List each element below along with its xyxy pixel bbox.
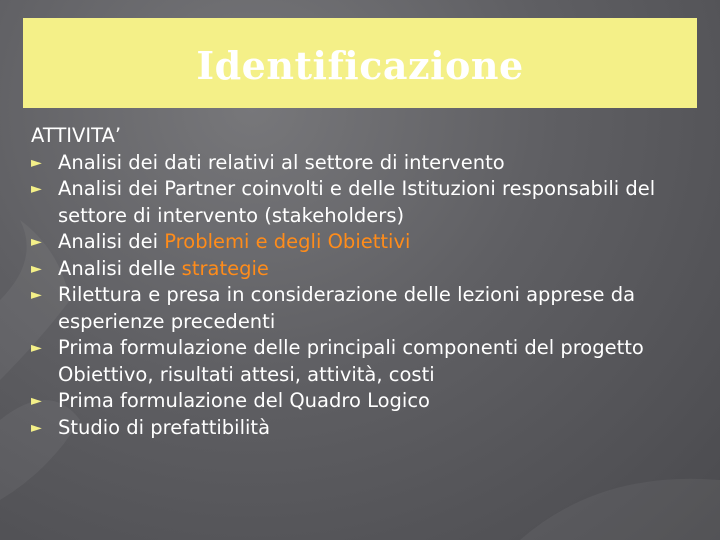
arrow-bullet-icon: ► [31, 419, 42, 436]
arrow-bullet-icon: ► [31, 181, 42, 197]
slide-title: Identificazione [196, 42, 524, 88]
list-item [31, 256, 701, 283]
title-banner [23, 18, 697, 108]
list-item-text: Rilettura e presa in considerazione delle lezioni apprese da esperienze precedenti [58, 283, 636, 333]
arrow-bullet-icon: ► [31, 393, 42, 409]
list-item-text: Studio di prefattibilità [58, 415, 271, 439]
list-item [31, 388, 701, 415]
list-item-text: Analisi dei Partner coinvolti e delle Istituzioni responsabili del settore di intervento (stakeholders) [58, 177, 656, 227]
list-item-text: Prima formulazione del Quadro Logico [58, 389, 430, 412]
bullet-list [31, 150, 701, 442]
list-item-text: Analisi dei [58, 230, 165, 253]
slide-body [31, 123, 701, 441]
list-item [31, 229, 701, 256]
list-item [31, 176, 701, 229]
list-item [31, 150, 701, 177]
arrow-bullet-icon: ► [31, 154, 42, 171]
arrow-bullet-icon: ► [31, 287, 42, 303]
section-heading: ATTIVITA’ [31, 124, 122, 147]
arrow-bullet-icon: ► [31, 234, 42, 250]
list-item [31, 415, 701, 442]
list-item-highlight: Problemi e degli Obiettivi [164, 230, 411, 253]
arrow-bullet-icon: ► [31, 260, 42, 277]
list-item-text: Analisi delle [58, 256, 182, 280]
list-item [31, 282, 701, 335]
list-item-highlight: strategie [181, 256, 269, 280]
list-item-text: Prima formulazione delle principali componenti del progetto Obiettivo, risultati attesi, attività, costi [58, 336, 644, 386]
list-item-text: Analisi dei dati relativi al settore di intervento [58, 150, 505, 174]
list-item [31, 335, 701, 388]
arrow-bullet-icon: ► [31, 340, 42, 356]
